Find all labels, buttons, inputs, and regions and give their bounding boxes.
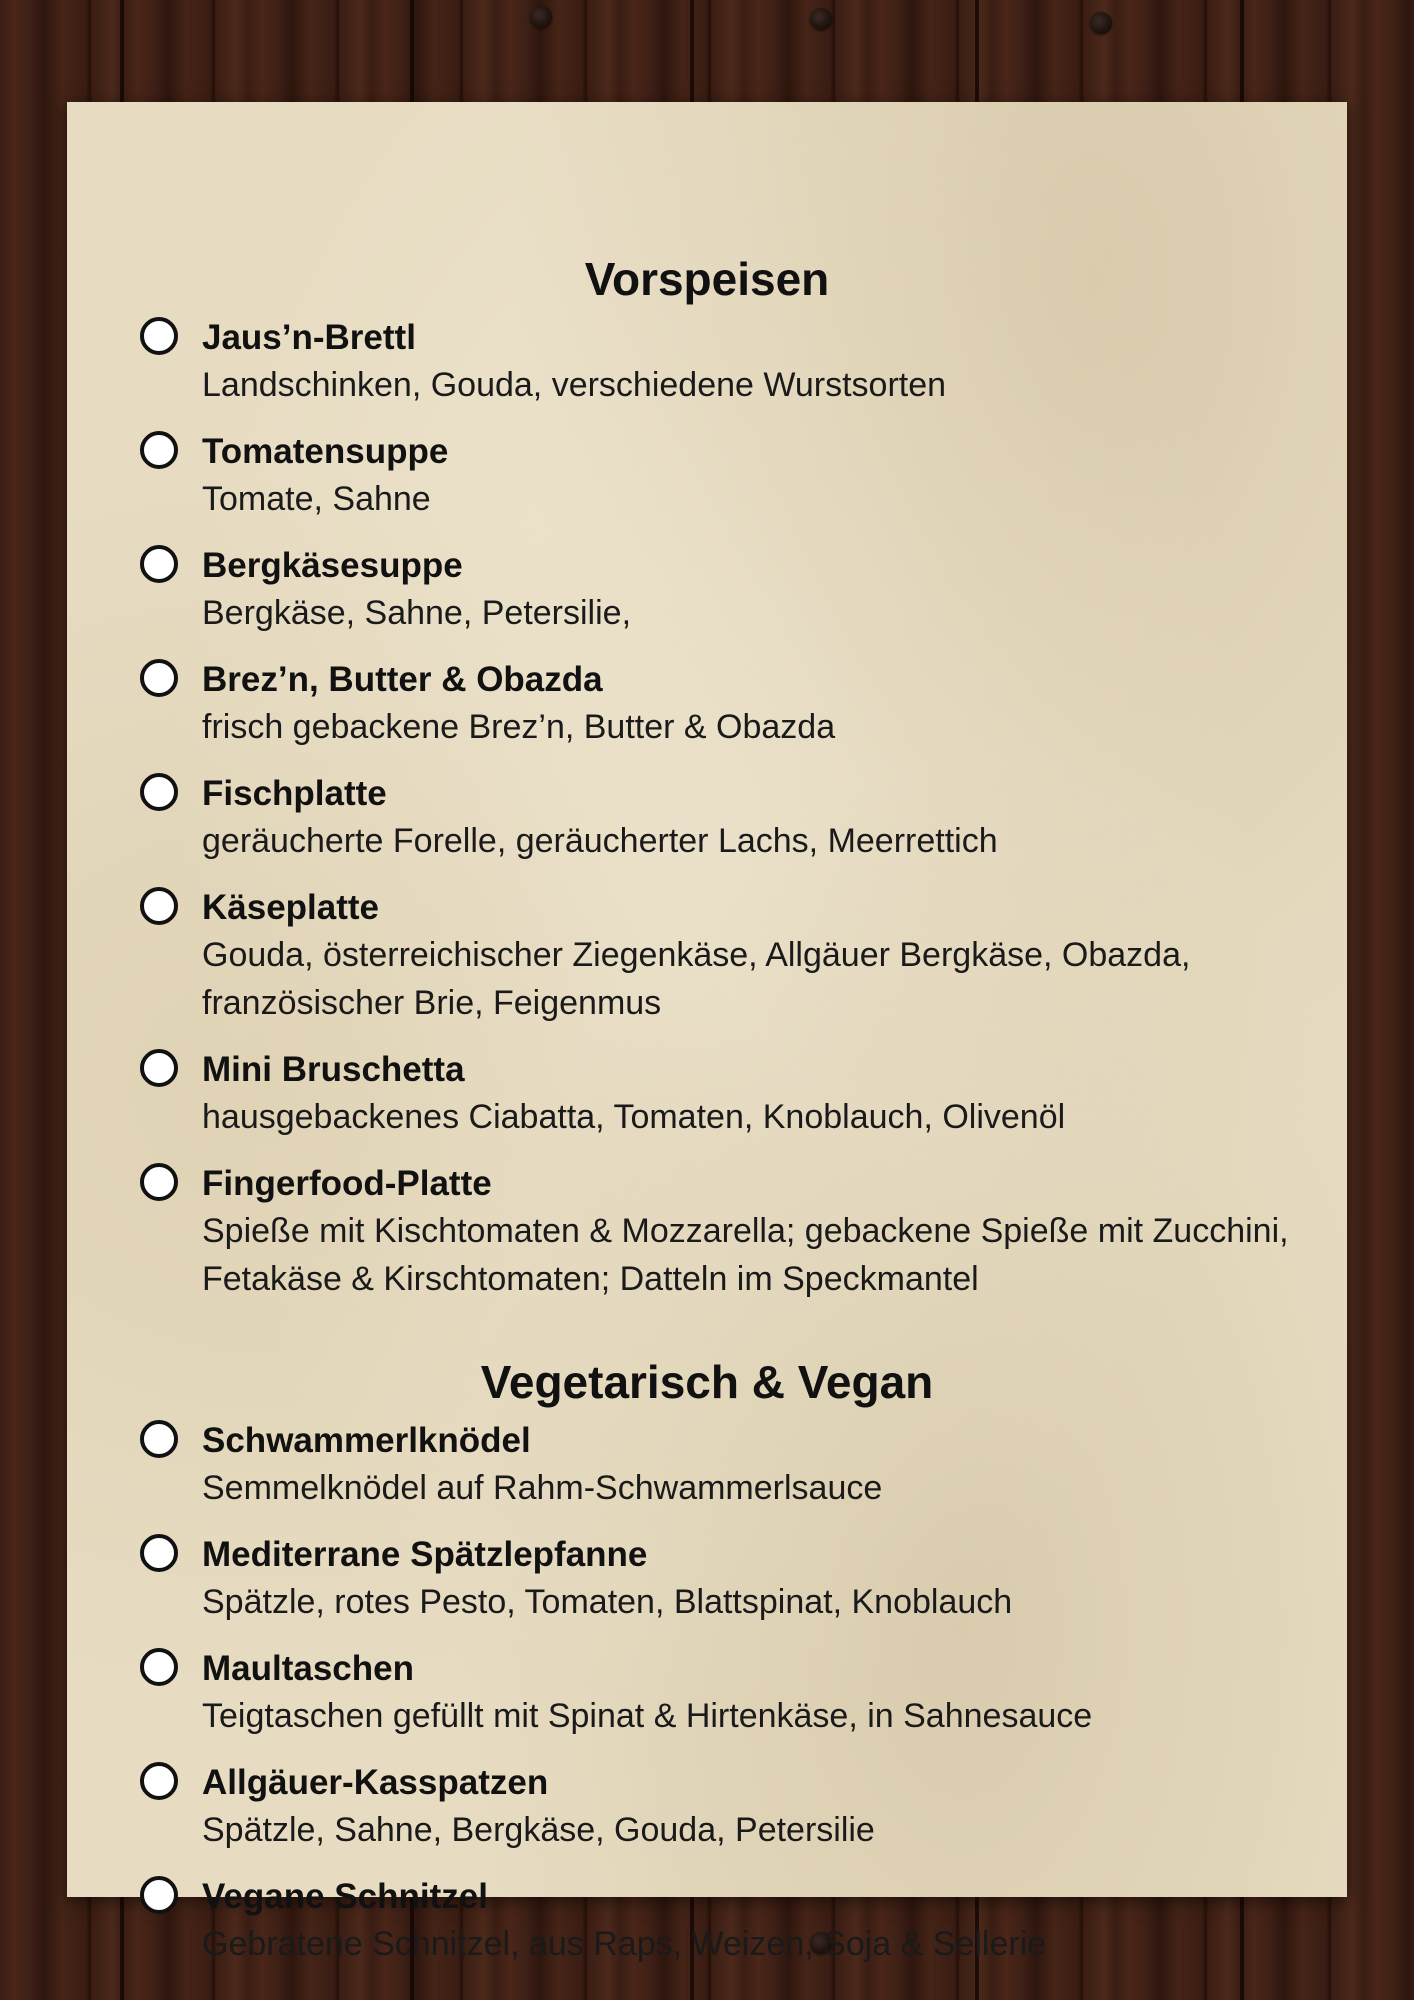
radio-button[interactable] [140,317,178,355]
radio-button[interactable] [140,1163,178,1201]
item-name: Maultaschen [202,1649,414,1688]
menu-item [140,315,1290,409]
menu-item [140,1874,1290,1968]
nail-icon [1090,12,1112,34]
item-description: Spätzle, rotes Pesto, Tomaten, Blattspinat, Knoblauch [202,1583,1013,1621]
item-name: Vegane Schnitzel [202,1877,488,1916]
item-name: Bergkäsesuppe [202,546,463,585]
item-description: Spieße mit Kischtomaten & Mozzarella; gebackene Spieße mit Zucchini, Fetakäse & Kirschtomaten; Datteln im Speckmantel [202,1212,1289,1298]
radio-button[interactable] [140,773,178,811]
menu-item [140,543,1290,637]
item-name: Jaus’n-Brettl [202,318,416,357]
menu-item [140,771,1290,865]
menu-item [140,1760,1290,1854]
item-name: Mini Bruschetta [202,1050,465,1089]
radio-button[interactable] [140,545,178,583]
radio-button[interactable] [140,1648,178,1686]
item-description: hausgebackenes Ciabatta, Tomaten, Knoblauch, Olivenöl [202,1098,1066,1136]
nail-icon [530,6,552,28]
menu-item [140,1047,1290,1141]
vegetarisch-vegan-list [140,1418,1290,1988]
item-name: Allgäuer-Kasspatzen [202,1763,549,1802]
radio-button[interactable] [140,1049,178,1087]
menu-paper [67,102,1347,1963]
item-name: Fischplatte [202,774,387,813]
item-name: Tomatensuppe [202,432,449,471]
item-name: Schwammerlknödel [202,1421,531,1460]
item-name: Brez’n, Butter & Obazda [202,660,603,699]
radio-button[interactable] [140,1534,178,1572]
item-description: Spätzle, Sahne, Bergkäse, Gouda, Petersilie [202,1811,875,1849]
radio-button[interactable] [140,1420,178,1458]
item-description: Semmelknödel auf Rahm-Schwammerlsauce [202,1469,883,1507]
item-description: geräucherte Forelle, geräucherter Lachs, Meerrettich [202,822,998,860]
item-description: Landschinken, Gouda, verschiedene Wurstsorten [202,366,947,404]
item-description: Teigtaschen gefüllt mit Spinat & Hirtenkäse, in Sahnesauce [202,1697,1093,1735]
item-description: frisch gebackene Brez’n, Butter & Obazda [202,708,836,746]
radio-button[interactable] [140,659,178,697]
radio-button[interactable] [140,431,178,469]
item-description: Gebratene Schnitzel, aus Raps, Weizen, Soja & Sellerie [202,1925,1047,1963]
item-description: Gouda, österreichischer Ziegenkäse, Allgäuer Bergkäse, Obazda, französischer Brie, Feigenmus [202,936,1191,1022]
item-name: Mediterrane Spätzlepfanne [202,1535,648,1574]
menu-item [140,1161,1290,1303]
item-description: Bergkäse, Sahne, Petersilie, [202,594,632,632]
item-name: Fingerfood-Platte [202,1164,492,1203]
item-description: Tomate, Sahne [202,480,431,518]
menu-item [140,429,1290,523]
menu-item [140,1418,1290,1512]
section-title-vegetarisch-vegan: Vegetarisch & Vegan [480,1356,934,1408]
nail-icon [810,8,832,30]
menu-item [140,1646,1290,1740]
section-title-vorspeisen: Vorspeisen [584,253,830,305]
menu-item [140,885,1290,1027]
radio-button[interactable] [140,1876,178,1914]
item-name: Käseplatte [202,888,380,927]
vorspeisen-list [140,315,1290,1323]
menu-item [140,1532,1290,1626]
radio-button[interactable] [140,887,178,925]
radio-button[interactable] [140,1762,178,1800]
menu-item [140,657,1290,751]
